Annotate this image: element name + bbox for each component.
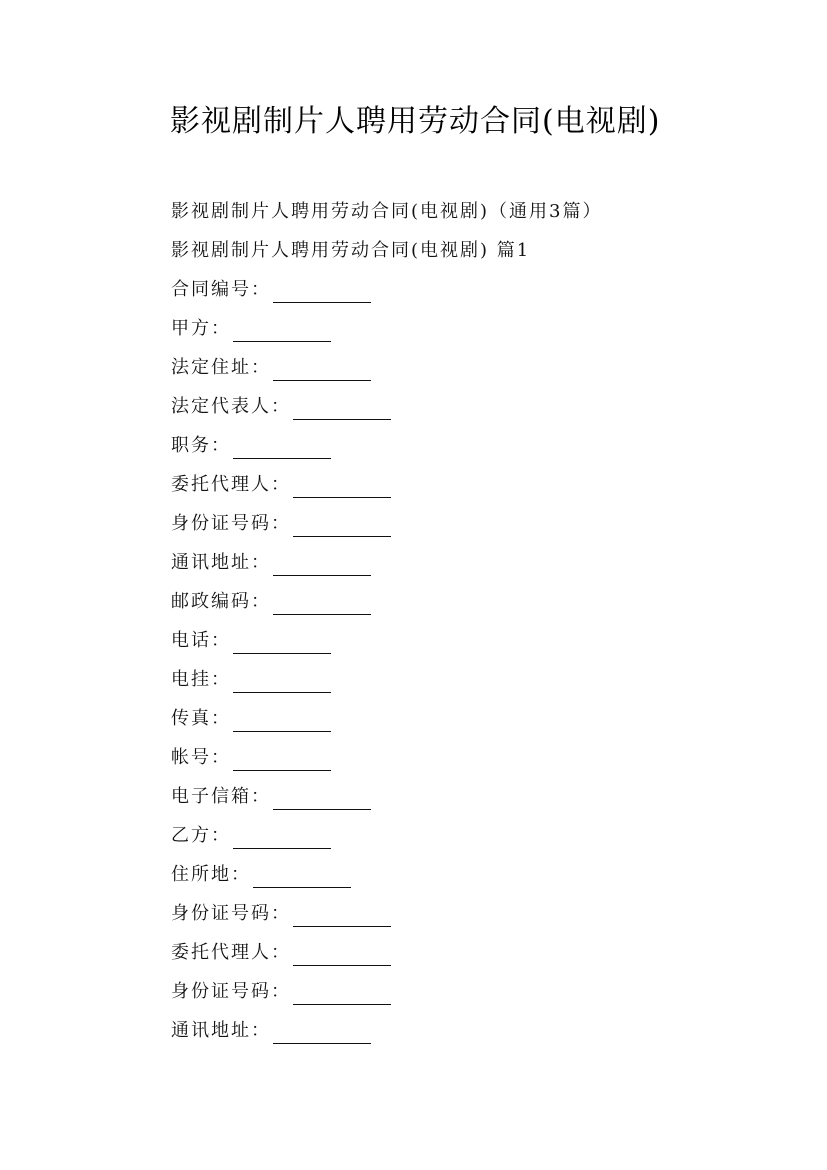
- fill-in-blank: [233, 434, 331, 459]
- fill-in-blank: [233, 317, 331, 342]
- field-party-a: [171, 309, 791, 348]
- field-label: 电子信箱：: [171, 786, 271, 807]
- fill-in-blank: [273, 785, 371, 810]
- fill-in-blank: [273, 356, 371, 381]
- field-label: 合同编号：: [171, 279, 271, 300]
- field-agent-id-number-b: [171, 972, 791, 1011]
- field-label: 帐号：: [171, 747, 231, 768]
- intro-line-collection-title: 影视剧制片人聘用劳动合同(电视剧)（通用3篇）: [171, 201, 603, 222]
- field-telegraph: [171, 660, 791, 699]
- field-authorized-agent-b: [171, 933, 791, 972]
- field-label: 甲方：: [171, 318, 231, 339]
- fill-in-blank: [293, 902, 391, 927]
- field-phone: [171, 621, 791, 660]
- fill-in-blank: [273, 278, 371, 303]
- field-label: 电挂：: [171, 669, 231, 690]
- field-legal-representative: [171, 387, 791, 426]
- field-label: 乙方：: [171, 825, 231, 846]
- fill-in-blank: [233, 707, 331, 732]
- fill-in-blank: [293, 941, 391, 966]
- field-fax: [171, 699, 791, 738]
- field-label: 电话：: [171, 630, 231, 651]
- fill-in-blank: [253, 863, 351, 888]
- field-label: 法定代表人：: [171, 396, 291, 417]
- fill-in-blank: [273, 551, 371, 576]
- fill-in-blank: [273, 1019, 371, 1044]
- intro-line-article-title: 影视剧制片人聘用劳动合同(电视剧) 篇1: [171, 240, 531, 261]
- document-title: 影视剧制片人聘用劳动合同(电视剧): [170, 104, 661, 139]
- field-mailing-address-a: [171, 543, 791, 582]
- field-authorized-agent-a: [171, 465, 791, 504]
- fill-in-blank: [293, 512, 391, 537]
- field-label: 邮政编码：: [171, 591, 271, 612]
- field-label: 身份证号码：: [171, 981, 291, 1002]
- field-contract-number: [171, 270, 791, 309]
- field-label: 职务：: [171, 435, 231, 456]
- field-account-number: [171, 738, 791, 777]
- fill-in-blank: [233, 746, 331, 771]
- field-label: 通讯地址：: [171, 552, 271, 573]
- field-party-b: [171, 816, 791, 855]
- field-id-number-a: [171, 504, 791, 543]
- fill-in-blank: [233, 629, 331, 654]
- field-label: 传真：: [171, 708, 231, 729]
- fill-in-blank: [293, 473, 391, 498]
- fill-in-blank: [273, 590, 371, 615]
- field-email: [171, 777, 791, 816]
- fill-in-blank: [233, 668, 331, 693]
- field-label: 委托代理人：: [171, 474, 291, 495]
- field-label: 法定住址：: [171, 357, 271, 378]
- field-label: 委托代理人：: [171, 942, 291, 963]
- field-mailing-address-b: [171, 1011, 791, 1050]
- field-label: 身份证号码：: [171, 903, 291, 924]
- fill-in-blank: [293, 980, 391, 1005]
- field-legal-address: [171, 348, 791, 387]
- fill-in-blank: [233, 824, 331, 849]
- field-postal-code: [171, 582, 791, 621]
- field-label: 通讯地址：: [171, 1020, 271, 1041]
- field-label: 住所地：: [171, 864, 251, 885]
- field-label: 身份证号码：: [171, 513, 291, 534]
- field-position: [171, 426, 791, 465]
- fill-in-blank: [293, 395, 391, 420]
- field-id-number-b: [171, 894, 791, 933]
- document-body: [171, 192, 791, 1050]
- field-residence: [171, 855, 791, 894]
